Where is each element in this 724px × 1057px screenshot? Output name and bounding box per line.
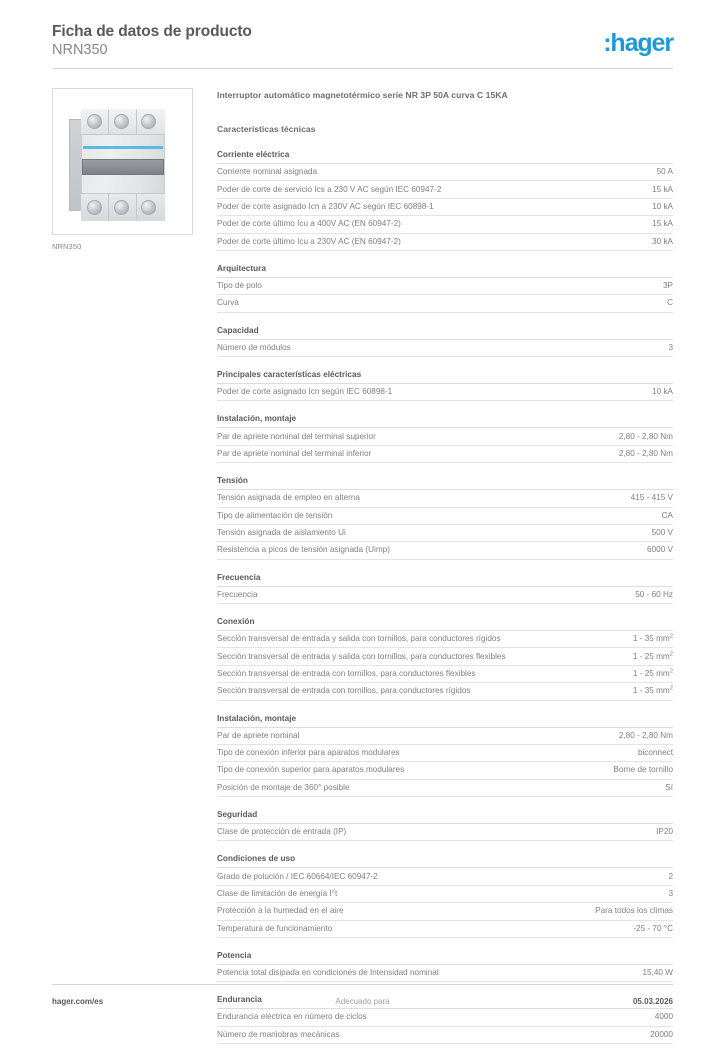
spec-label: Sección transversal de entrada con tornillos, para conductores flexibles [217, 668, 476, 678]
spec-value: 1 - 35 $mm^2$ [632, 633, 673, 644]
spec-row [217, 216, 673, 233]
spec-group [217, 714, 673, 798]
spec-group [217, 573, 673, 604]
spec-label: Número de módulos [217, 342, 291, 352]
spec-row [217, 587, 673, 604]
spec-value: 3P [662, 281, 673, 291]
spec-value: 2,80 - 2,80 Nm [618, 448, 673, 458]
spec-value: 20000 [650, 1029, 673, 1039]
spec-label: Potencia total disipada en condiciones de Intensidad nominal [217, 968, 439, 978]
spec-value: 4000 [654, 1012, 673, 1022]
spec-label: Poder de corte asignado Icn a 230V AC según IEC 60898-1 [217, 201, 434, 211]
spec-value: 415 - 415 V [630, 493, 673, 503]
spec-group [217, 951, 673, 982]
spec-group-title: Capacidad [217, 326, 673, 340]
spec-group [217, 326, 673, 357]
spec-label: Tensión asignada de aislamiento Ui [217, 528, 346, 538]
spec-value: 50 - 60 Hz [635, 589, 673, 599]
spec-value: 15 kA [652, 219, 673, 229]
title-block [52, 22, 252, 59]
spec-label: Corriente nominal asignada [217, 167, 318, 177]
page-header [52, 22, 673, 64]
spec-value: -25 - 70 °C [633, 923, 673, 933]
product-image-caption: NRN350 [52, 242, 82, 251]
product-image [52, 88, 193, 235]
breaker-terminal-screw [141, 114, 156, 129]
breaker-terminal-screw [141, 200, 156, 215]
spec-row [217, 921, 673, 938]
spec-group [217, 476, 673, 560]
spec-value: 3 [668, 888, 673, 898]
spec-row [217, 295, 673, 312]
footer-website[interactable]: hager.com/es [52, 997, 104, 1006]
spec-value: 1 - 25 $mm^2$ [632, 650, 673, 661]
spec-group [217, 370, 673, 401]
spec-label: Par de apriete nominal del terminal inferior [217, 448, 372, 458]
spec-group [217, 810, 673, 841]
spec-label: Poder de corte último Icu a 230V AC (EN 60947-2) [217, 236, 401, 246]
spec-group-title: Arquitectura [217, 264, 673, 278]
spec-group-title: Potencia [217, 951, 673, 965]
page-footer [52, 997, 673, 1011]
breaker-lever [82, 159, 164, 175]
spec-value: 1 - 25 $mm^2$ [632, 668, 673, 678]
spec-label: Tipo de polo [217, 281, 262, 291]
spec-value: 500 V [651, 528, 673, 538]
spec-label: Tipo de alimentación de tensión [217, 510, 333, 520]
spec-group [217, 150, 673, 251]
spec-label: Frecuencia [217, 589, 258, 599]
hager-logo: :hager [603, 29, 673, 57]
spec-label: Curva [217, 298, 239, 308]
spec-label: Par de apriete nominal [217, 730, 300, 740]
spec-label: Tipo de conexión inferior para aparatos modulares [217, 748, 400, 758]
spec-label: Número de maniobras mecánicas [217, 1029, 340, 1039]
spec-row [217, 164, 673, 181]
spec-row [217, 1027, 673, 1044]
spec-row [217, 780, 673, 797]
spec-row [217, 762, 673, 779]
spec-label: Tensión asignada de empleo en alterna [217, 493, 360, 503]
spec-row [217, 278, 673, 295]
spec-row [217, 340, 673, 357]
spec-row [217, 728, 673, 745]
spec-label: Par de apriete nominal del terminal superior [217, 431, 376, 441]
spec-value: 2 [668, 871, 673, 881]
spec-group-title: Seguridad [217, 810, 673, 824]
spec-value: Sí [665, 782, 673, 792]
spec-group-title: Endurancia [217, 995, 673, 1009]
spec-label: Sección transversal de entrada y salida con tornillos, para conductores flexibles [217, 651, 506, 661]
spec-group-title: Instalación, montaje [217, 414, 673, 428]
footer-divider [52, 984, 673, 985]
spec-value: CA [661, 510, 673, 520]
spec-value: C [667, 298, 673, 308]
spec-group [217, 264, 673, 313]
spec-value: 1 - 35 $mm^2$ [632, 685, 673, 696]
spec-group [217, 854, 673, 938]
spec-value: 6000 V [647, 545, 673, 555]
spec-value: 50 A [656, 167, 673, 177]
breaker-pole-divider [108, 194, 109, 220]
spec-value: Para todos los climas [595, 906, 673, 916]
spec-label: Temperatura de funcionamiento [217, 923, 333, 933]
page-title: Ficha de datos de producto [52, 23, 252, 40]
spec-group-title: Condiciones de uso [217, 854, 673, 868]
spec-label: Protección a la humedad en el aire [217, 906, 344, 916]
breaker-terminal-screw [87, 114, 102, 129]
spec-row [217, 490, 673, 507]
spec-group-title: Tensión [217, 476, 673, 490]
spec-value: 15 kA [652, 184, 673, 194]
spec-label: Poder de corte asignado Icn según IEC 60898-1 [217, 387, 393, 397]
spec-label: Tipo de conexión superior para aparatos modulares [217, 765, 405, 775]
spec-row [217, 181, 673, 198]
breaker-blue-stripe [83, 146, 163, 149]
spec-group-title: Corriente eléctrica [217, 150, 673, 164]
breaker-pole-divider [136, 110, 137, 134]
spec-label: Poder de corte de servicio Ics a 230 V AC según IEC 60947-2 [217, 184, 442, 194]
spec-label: Clase de protección de entrada (IP) [217, 827, 347, 837]
circuit-breaker-illustration [67, 101, 179, 225]
spec-row [217, 745, 673, 762]
spec-value: biconnect [637, 748, 673, 758]
spec-label: Posición de montaje de 360° posible [217, 782, 350, 792]
spec-group-title: Principales características eléctricas [217, 370, 673, 384]
spec-row [217, 525, 673, 542]
technical-characteristics-heading: Características técnicas [217, 124, 316, 134]
spec-row [217, 868, 673, 885]
breaker-pole-divider [108, 110, 109, 134]
spec-value: IP20 [656, 827, 673, 837]
spec-group [217, 414, 673, 463]
spec-value: Borne de tornillo [613, 765, 673, 775]
footer-date: 05.03.2026 [632, 997, 673, 1006]
spec-row [217, 446, 673, 463]
breaker-terminal-screw [87, 200, 102, 215]
spec-value: 10 kA [652, 201, 673, 211]
spec-value: 2,80 - 2,80 Nm [618, 431, 673, 441]
spec-row [217, 234, 673, 251]
breaker-pole-divider [136, 194, 137, 220]
spec-row [217, 1009, 673, 1026]
spec-value: 3 [668, 342, 673, 352]
spec-row [217, 683, 673, 700]
spec-row [217, 824, 673, 841]
spec-row [217, 199, 673, 216]
breaker-terminal-screw [114, 114, 129, 129]
spec-row [217, 903, 673, 920]
spec-label: Sección transversal de entrada con tornillos, para conductores rígidos [217, 686, 471, 696]
header-divider [52, 68, 673, 69]
spec-row [217, 666, 673, 683]
spec-label: Clase de limitación de energía $I^2t$ [217, 888, 338, 898]
spec-value: 2,80 - 2,80 Nm [618, 730, 673, 740]
spec-group-title: Frecuencia [217, 573, 673, 587]
product-figure [52, 88, 195, 251]
spec-label: Grado de polución / IEC 60664/IEC 60947-2 [217, 871, 378, 881]
spec-row [217, 886, 673, 903]
spec-row [217, 508, 673, 525]
product-headline: Interruptor automático magnetotérmico serie NR 3P 50A curva C 15KA [217, 90, 508, 100]
spec-row [217, 965, 673, 982]
footer-note: Adecuado para [335, 997, 390, 1006]
spec-label: Resistencia a picos de tensión asignada (Uimp) [217, 545, 390, 555]
spec-label: Endurancia eléctrica en número de ciclos [217, 1012, 367, 1022]
spec-group [217, 617, 673, 701]
spec-group-title: Instalación, montaje [217, 714, 673, 728]
breaker-terminal-screw [114, 200, 129, 215]
spec-value: 15,40 W [642, 968, 673, 978]
spec-row [217, 428, 673, 445]
spec-row [217, 542, 673, 559]
spec-value: 30 kA [652, 236, 673, 246]
spec-label: Poder de corte último Icu a 400V AC (EN 60947-2) [217, 219, 401, 229]
spec-row [217, 631, 673, 648]
spec-group-title: Conexión [217, 617, 673, 631]
spec-label: Sección transversal de entrada y salida con tornillos, para conductores rígidos [217, 634, 501, 644]
product-reference: NRN350 [52, 42, 108, 58]
spec-row [217, 648, 673, 665]
specifications-panel [217, 90, 673, 1057]
spec-value: 10 kA [652, 387, 673, 397]
spec-row [217, 384, 673, 401]
spec-groups [217, 150, 673, 1044]
